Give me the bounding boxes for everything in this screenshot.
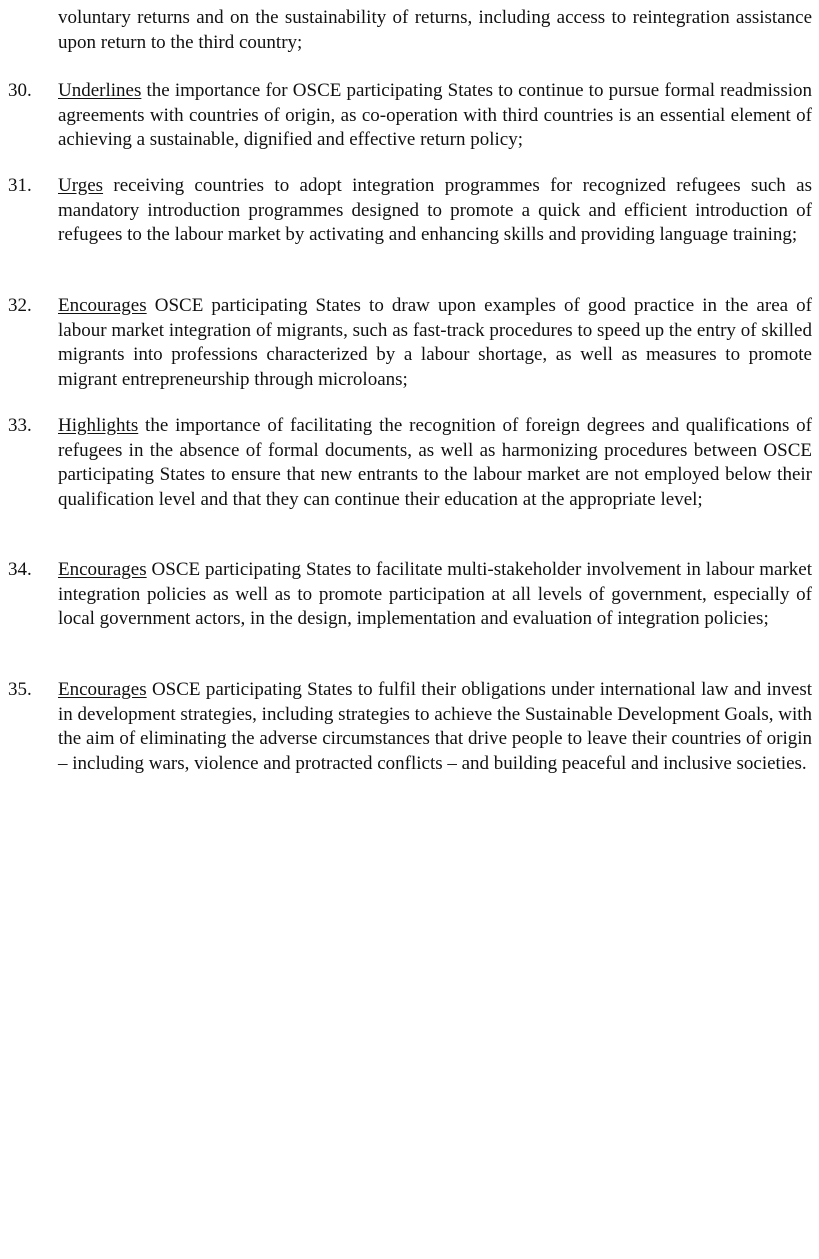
paragraph-number: 34. xyxy=(8,559,32,580)
paragraph-30 xyxy=(8,79,812,153)
paragraph-body xyxy=(58,678,812,776)
operative-verb: Encourages xyxy=(58,679,147,700)
paragraph-33 xyxy=(8,414,812,512)
paragraph-text: OSCE participating States to fulfil their obligations under international law and invest in development strategies, including strategies to achieve the Sustainable Development Goals, with the aim of eliminating the adverse circumstances that drive people to leave their countries of origin – including wars, violence and protracted conflicts – and building peaceful and inclusive societies. xyxy=(58,679,812,774)
paragraph-text: receiving countries to adopt integration programmes for recognized refugees such as mandatory introduction programmes designed to promote a quick and efficient introduction of refugees to the labour market by activating and enhancing skills and providing language training; xyxy=(58,175,812,245)
operative-verb: Underlines xyxy=(58,80,142,101)
paragraph-body xyxy=(58,174,812,248)
paragraph-number: 33. xyxy=(8,415,32,436)
paragraph-31 xyxy=(8,174,812,248)
paragraph-text: the importance of facilitating the recognition of foreign degrees and qualifications of refugees in the absence of formal documents, as well as harmonizing procedures between OSCE participating States to ensure that new entrants to the labour market are not employed below their qualification level and that they can continue their education at the appropriate level; xyxy=(58,415,812,510)
paragraph-body xyxy=(58,558,812,632)
paragraph-number: 32. xyxy=(8,295,32,316)
paragraph-number: 30. xyxy=(8,80,32,101)
paragraph-number: 35. xyxy=(8,679,32,700)
paragraph-number: 31. xyxy=(8,175,32,196)
operative-verb: Encourages xyxy=(58,559,147,580)
paragraph-34 xyxy=(8,558,812,632)
paragraph-body xyxy=(58,79,812,153)
paragraph-text: the importance for OSCE participating States to continue to pursue formal readmission agreements with countries of origin, as co-operation with third countries is an essential element of achieving a sustainable, dignified and effective return policy; xyxy=(58,80,812,150)
paragraph-text: OSCE participating States to facilitate multi-stakeholder involvement in labour market integration policies as well as to promote participation at all levels of government, especially of local government actors, in the design, implementation and evaluation of integration policies; xyxy=(58,559,812,629)
paragraph-text: OSCE participating States to draw upon examples of good practice in the area of labour market integration of migrants, such as fast-track procedures to speed up the entry of skilled migrants into professions characterized by a labour shortage, as well as measures to promote migrant entrepreneurship through microloans; xyxy=(58,295,812,390)
continuation-paragraph: voluntary returns and on the sustainability of returns, including access to reintegration assistance upon return to the third country; xyxy=(58,7,812,53)
operative-verb: Encourages xyxy=(58,295,147,316)
paragraph-32 xyxy=(8,294,812,392)
paragraph-body xyxy=(58,294,812,392)
paragraph-body xyxy=(58,414,812,512)
paragraph-35 xyxy=(8,678,812,776)
operative-verb: Highlights xyxy=(58,415,139,436)
operative-verb: Urges xyxy=(58,175,104,196)
